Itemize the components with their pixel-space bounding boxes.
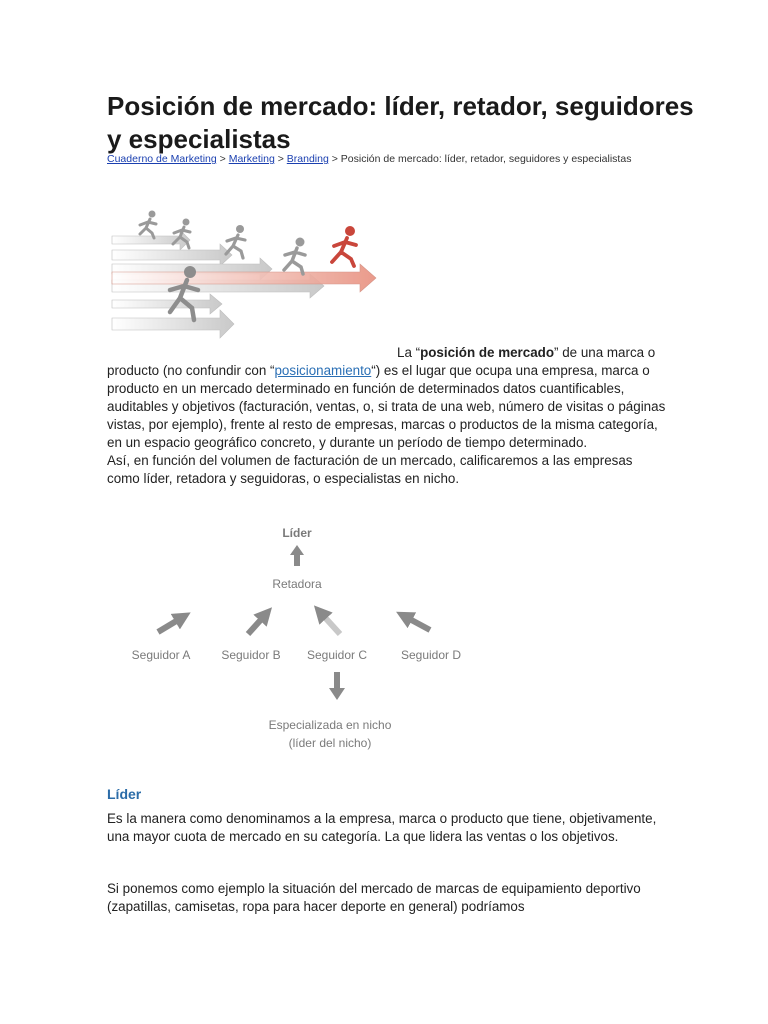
breadcrumb-link-branding[interactable]: Branding (286, 153, 329, 165)
intro-text: ” de una marca o producto (no confundir con “ (107, 345, 656, 378)
posicionamiento-link[interactable]: posicionamiento (274, 363, 372, 378)
diagram-label-leader: Líder (282, 526, 312, 540)
diagram-label-follower-d: Seguidor D (400, 648, 462, 662)
breadcrumb-current: Posición de mercado: líder, retador, seguidores y especialistas (340, 153, 632, 165)
arrow-up-icon (290, 545, 304, 566)
breadcrumb (107, 153, 647, 166)
diagram-label-follower-a: Seguidor A (131, 648, 191, 662)
intro-paragraph (107, 344, 667, 488)
arrow-up-left-icon (404, 616, 430, 630)
leader-paragraph-2: Si ponemos como ejemplo la situación del mercado de marcas de equipamiento deportivo (zapatillas, camisetas, ropa para hacer deporte en general) podríamos (107, 881, 641, 914)
intro-second-sentence: Así, en función del volumen de facturación de un mercado, calificaremos a las empresas como líder, retadora y seguidoras, o especialistas en nicho. (107, 453, 633, 486)
diagram-label-niche: Especializada en nicho (268, 718, 392, 732)
breadcrumb-link-marketing[interactable]: Marketing (228, 153, 275, 165)
arrow-up-right-icon (248, 614, 266, 634)
page-title: Posición de mercado: líder, retador, seguidores y especialistas (107, 91, 694, 154)
diagram-label-challenger: Retadora (272, 577, 322, 591)
breadcrumb-link-cuaderno[interactable]: Cuaderno de Marketing (107, 153, 217, 165)
arrow-up-right-icon (158, 617, 183, 632)
leader-paragraph-1: Es la manera como denominamos a la empresa, marca o producto que tiene, objetivamente, una mayor cuota de mercado en su categoría. La que lidera las ventas o los objetivos. (107, 811, 657, 844)
diagram-label-follower-b: Seguidor B (221, 648, 281, 662)
breadcrumb-separator: > (216, 153, 229, 165)
market-position-diagram (110, 520, 490, 760)
intro-text: “) es el lugar que ocupa una empresa, marca o producto en un mercado determinado en función de determinados datos cuantificables, auditables y objetivos (facturación, ventas, o, si trata de una web, número de visitas o páginas vistas, por ejemplo), frente al resto de empresas, marcas o productos de la misma categoría, en un espacio geográfico concreto, y durante un período de tiempo determinado. (107, 363, 666, 450)
runners-illustration (110, 200, 382, 350)
arrow-down-icon (329, 672, 345, 700)
diagram-label-niche-sub: (líder del nicho) (288, 736, 372, 750)
breadcrumb-separator: > (328, 153, 341, 165)
intro-bold-term: posición de mercado (420, 345, 555, 360)
intro-lead: La “ (397, 345, 421, 360)
diagram-label-follower-c: Seguidor C (306, 648, 368, 662)
section-heading-leader: Líder (107, 786, 142, 802)
breadcrumb-separator: > (274, 153, 287, 165)
arrow-up-left-icon (320, 612, 340, 634)
